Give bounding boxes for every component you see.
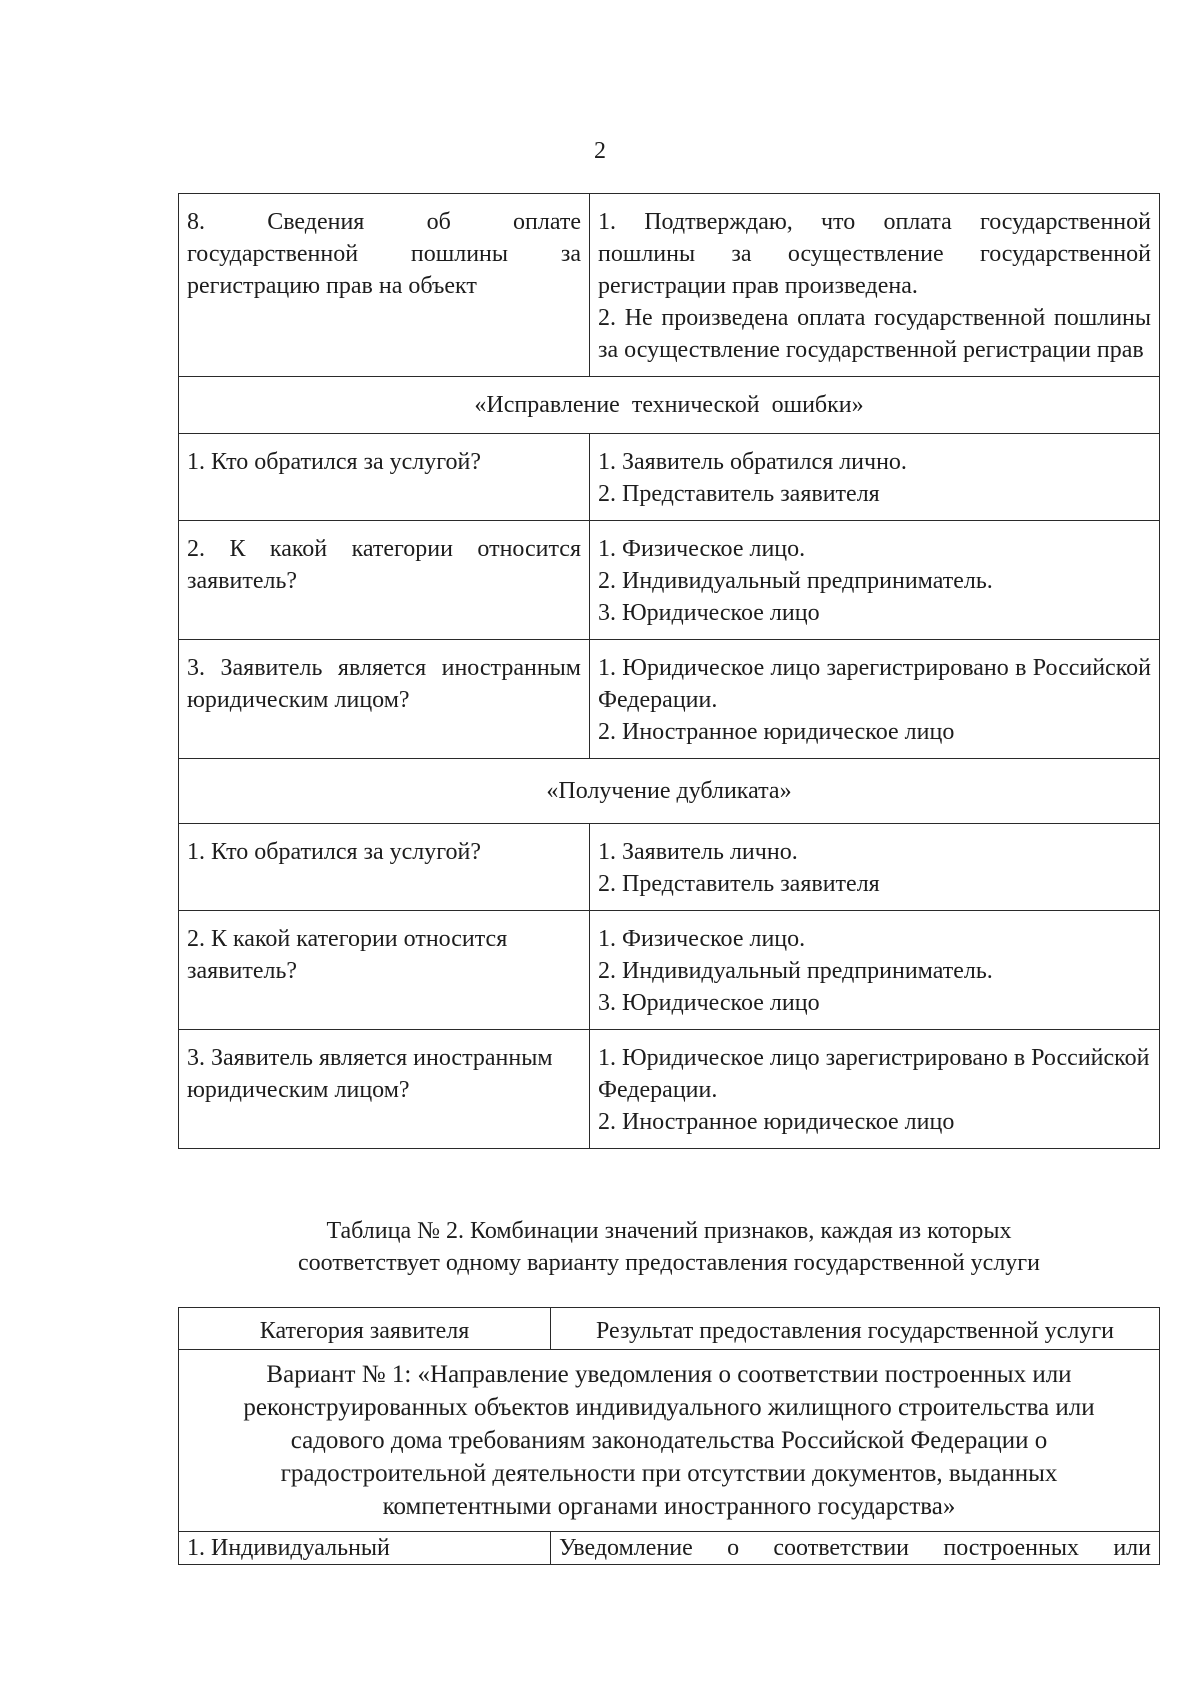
answer-option: 3. Юридическое лицо [598,600,820,626]
answer-option: 1. Физическое лицо. [598,926,806,952]
answer-cell [590,1030,1160,1149]
answer-cell [590,521,1160,640]
answer-option: 2. Индивидуальный предприниматель. [598,958,993,984]
table-row [179,911,1160,1030]
section-title-technical-error: «Исправление технической ошибки» [179,377,1160,434]
table-row [179,521,1160,640]
question-cell: 1. Кто обратился за услугой? [179,434,590,521]
column-header-category: Категория заявителя [179,1308,551,1350]
answer-option: 1. Юридическое лицо зарегистрировано в Российской Федерации. [598,1045,1150,1103]
caption-line: Таблица № 2. Комбинации значений признаков, каждая из которых [326,1218,1012,1244]
result-cell: Уведомление о соответствии построенных или [551,1532,1160,1565]
table-2-caption [178,1215,1160,1279]
combinations-table [178,1307,1160,1565]
question-cell: 8. Сведения об оплате государственной пошлины за регистрацию прав на объект [179,194,590,377]
question-cell: 2. К какой категории относится заявитель? [179,521,590,640]
question-cell: 2. К какой категории относится заявитель? [179,911,590,1030]
answer-option: 2. Иностранное юридическое лицо [598,719,955,745]
answer-option: 1. Юридическое лицо зарегистрировано в Российской Федерации. [598,655,1151,713]
answer-cell [590,640,1160,759]
answer-option: 1. Подтверждаю, что оплата государственной пошлины за осуществление государственной регистрации прав произведена. [598,209,1151,299]
answer-option: 1. Заявитель лично. [598,839,798,865]
answer-cell [590,911,1160,1030]
variant-title: Вариант № 1: «Направление уведомления о соответствии построенных или реконструированных объектов индивидуального жилищного строительства или садового дома требованиям законодательства Российской Федерации о градостроительной деятельности при отсутствии документов, выданных компетентными органами иностранного государства» [179,1350,1160,1532]
answer-cell [590,194,1160,377]
answer-option: 2. Индивидуальный предприниматель. [598,568,993,594]
answer-option: 3. Юридическое лицо [598,990,820,1016]
table-row [179,1030,1160,1149]
criteria-table [178,193,1160,1149]
answer-option: 2. Не произведена оплата государственной пошлины за осуществление государственной регистрации прав [598,305,1151,363]
column-header-result: Результат предоставления государственной услуги [551,1308,1160,1350]
page-number: 2 [594,138,606,164]
answer-option: 1. Заявитель обратился лично. [598,449,907,475]
question-cell: 3. Заявитель является иностранным юридическим лицом? [179,640,590,759]
answer-option: 2. Представитель заявителя [598,871,880,897]
question-cell: 1. Кто обратился за услугой? [179,824,590,911]
answer-option: 2. Представитель заявителя [598,481,880,507]
section-header-row [179,759,1160,824]
answer-cell [590,434,1160,521]
answer-option: 2. Иностранное юридическое лицо [598,1109,955,1135]
question-cell: 3. Заявитель является иностранным юридическим лицом? [179,1030,590,1149]
table-row [179,824,1160,911]
caption-line: соответствует одному варианту предоставления государственной услуги [297,1250,1040,1276]
table-row [179,640,1160,759]
table-row [179,1532,1160,1565]
variant-row [179,1350,1160,1532]
table-row [179,434,1160,521]
answer-option: 1. Физическое лицо. [598,536,806,562]
section-header-row [179,377,1160,434]
category-cell: 1. Индивидуальный [179,1532,551,1565]
section-title-duplicate: «Получение дубликата» [179,759,1160,824]
answer-cell [590,824,1160,911]
table-row [179,194,1160,377]
table-header-row [179,1308,1160,1350]
